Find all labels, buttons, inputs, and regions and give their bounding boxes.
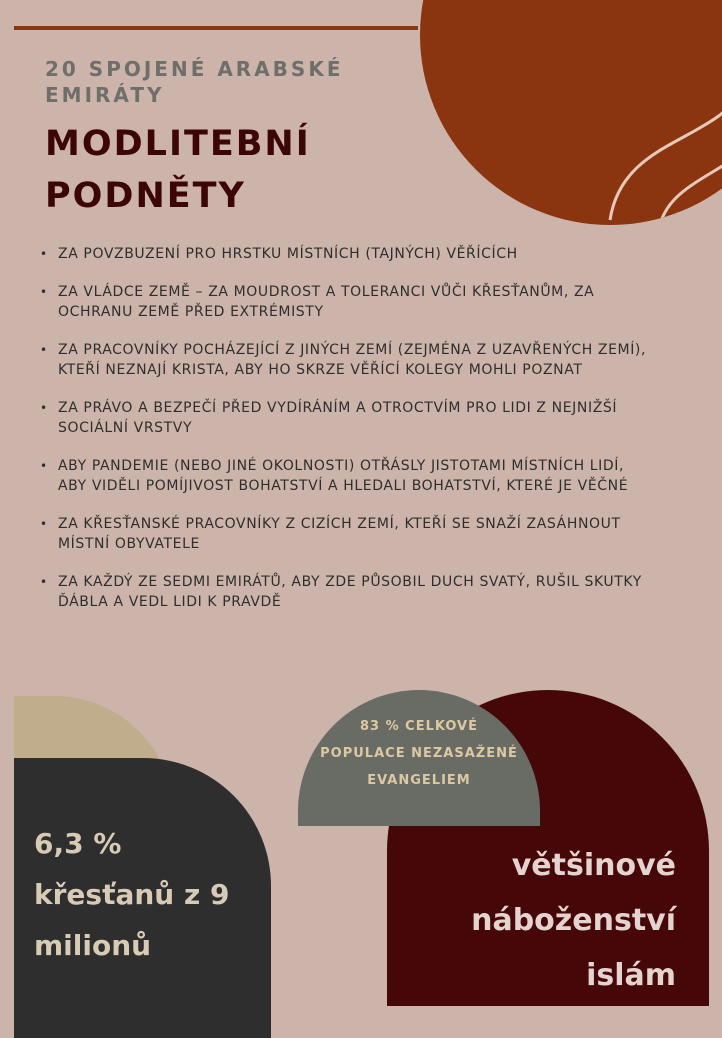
decorative-wave-lines — [420, 0, 722, 225]
christians-stat-text: 6,3 % křesťanů z 9 milionů — [34, 827, 230, 962]
page-subtitle: 20 SPOJENÉ ARABSKÉ EMIRÁTY — [45, 57, 344, 107]
prayer-item: • ZA KAŽDÝ ZE SEDMI EMIRÁTŮ, ABY ZDE PŮSOBIL DUCH SVATÝ, RUŠIL SKUTKY ĎÁBLA A VEDL LIDI K PRAVDĚ — [40, 572, 650, 612]
prayer-item: • ZA VLÁDCE ZEMĚ – ZA MOUDROST A TOLERANCI VŮČI KŘESŤANŮM, ZA OCHRANU ZEMĚ PŘED EXTRÉMISTY — [40, 282, 650, 322]
prayer-item: • ZA POVZBUZENÍ PRO HRSTKU MÍSTNÍCH (TAJNÝCH) VĚŘÍCÍCH — [40, 244, 650, 264]
page-title: MODLITEBNÍ PODNĚTY — [45, 124, 311, 216]
prayer-item: • ZA PRACOVNÍKY POCHÁZEJÍCÍ Z JINÝCH ZEMÍ (ZEJMÉNA Z UZAVŘENÝCH ZEMÍ), KTEŘÍ NEZNAJÍ KRISTA, ABY HO SKRZE VĚŘÍCÍ KOLEGY MOHLI POZNAT — [40, 340, 650, 380]
prayer-item: • ZA KŘESŤANSKÉ PRACOVNÍKY Z CIZÍCH ZEMÍ, KTEŘÍ SE SNAŽÍ ZASÁHNOUT MÍSTNÍ OBYVATELE — [40, 514, 650, 554]
decorative-circle — [420, 0, 722, 225]
top-divider-line — [14, 26, 418, 30]
religion-stat-text: většinové náboženství islám — [471, 848, 676, 993]
unreached-stat-text: 83 % CELKOVÉ POPULACE NEZASAŽENÉ EVANGELIEM — [320, 719, 518, 788]
prayer-list — [40, 244, 650, 630]
prayer-item: • ABY PANDEMIE (NEBO JINÉ OKOLNOSTI) OTŘÁSLY JISTOTAMI MÍSTNÍCH LIDÍ, ABY VIDĚLI POMÍJIVOST BOHATSTVÍ A HLEDALI BOHATSTVÍ, KTERÉ JE VĚČNÉ — [40, 456, 650, 496]
prayer-item: • ZA PRÁVO A BEZPEČÍ PŘED VYDÍRÁNÍM A OTROCTVÍM PRO LIDI Z NEJNIŽŠÍ SOCIÁLNÍ VRSTVY — [40, 398, 650, 438]
